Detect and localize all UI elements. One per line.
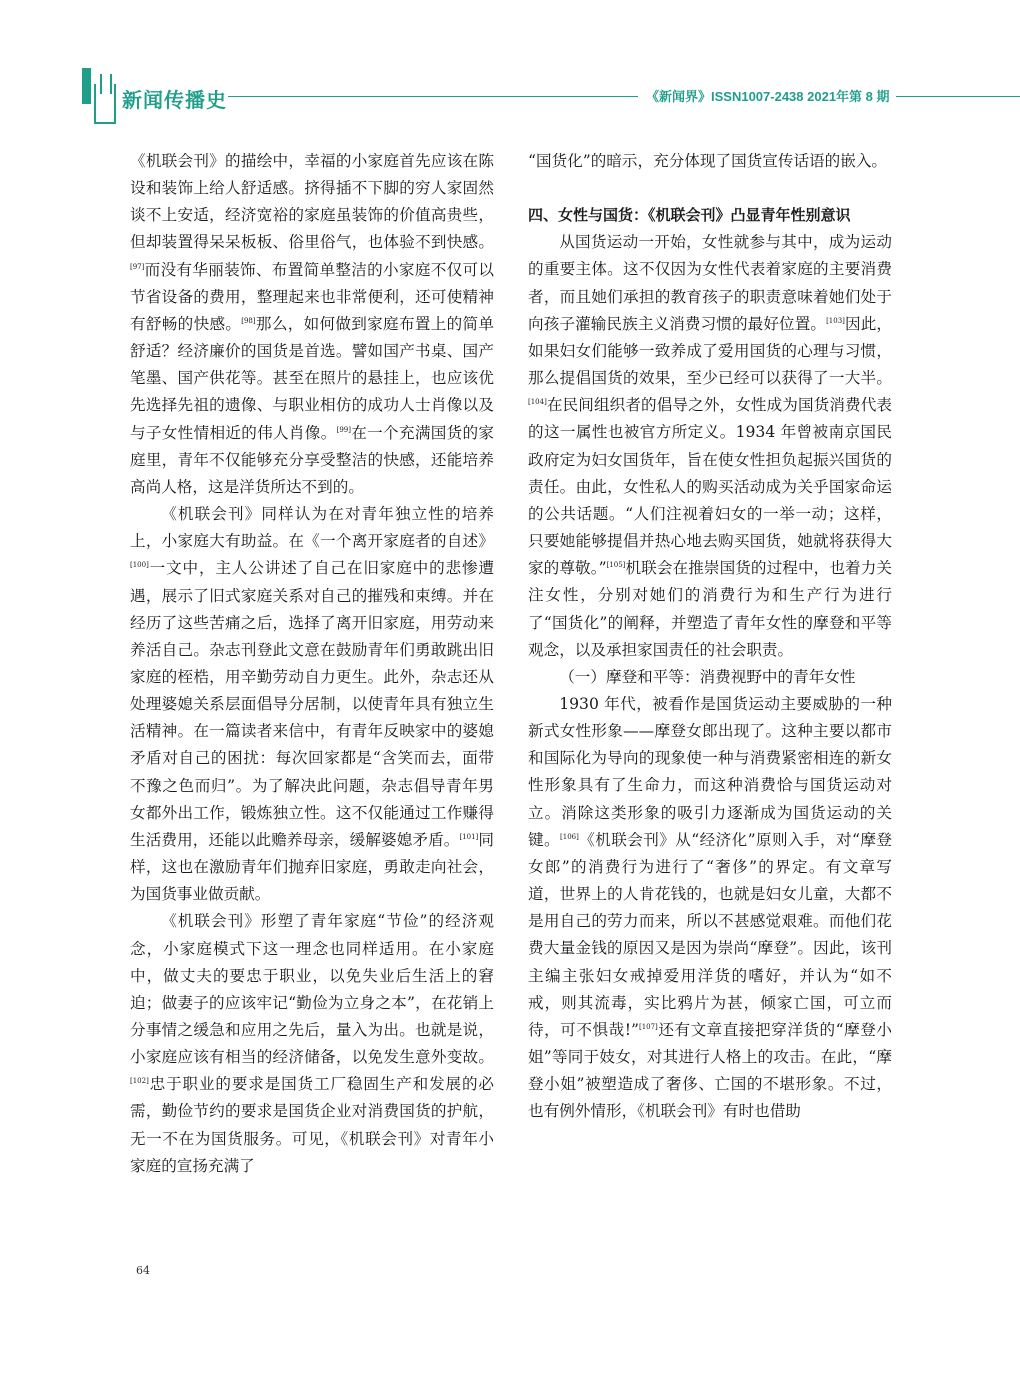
paragraph: 1930 年代，被看作是国货运动主要威胁的一种新式女性形象——摩登女郎出现了。这种主要以都市和国际化为导向的现象使一种与消费紧密相连的新女性形象具有了生命力，而这种消费恰与国货运动对立。消除这类形象的吸引力逐渐成为国货运动的关键。[106]《机联会刊》从“经济化”原则入手，对“摩登女郎”的消费行为进行了“奢侈”的界定。有文章写道，世界上的人肯花钱的，也就是妇女儿童，大都不是用自己的劳力而来，所以不甚感觉艰难。而他们花费大量金钱的原因又是因为崇尚“摩登”。因此，该刊主编主张妇女戒掉爱用洋货的嗜好，并认为“如不戒，则其流毒，实比鸦片为甚，倾家亡国，可立而待，可不惧哉!”[107]还有文章直接把穿洋货的“摩登小姐”等同于妓女，对其进行人格上的攻击。在此，“摩登小姐”被塑造成了奢侈、亡国的不堪形象。不过，也有例外情形，《机联会刊》有时也借助 [528,694,892,1121]
section-heading: 四、女性与国货：《机联会刊》凸显青年性别意识 [528,206,851,225]
citation-ref: [103] [826,316,845,325]
journal-citation: 《新闻界》ISSN1007-2438 2021年第 8 期 [646,89,890,104]
paragraph: 从国货运动一开始，女性就参与其中，成为运动的重要主体。这不仅因为女性代表着家庭的主要消费者，而且她们承担的教育孩子的职责意味着她们处于向孩子灌输民族主义消费习惯的最好位置。[103]因此，如果妇女们能够一致养成了爱用国货的心理与习惯，那么提倡国货的效果，至少已经可以获得了一大半。[104]在民间组织者的倡导之外，女性成为国货消费代表的这一属性也被官方所定义。1934 年曾被南京国民政府定为妇女国货年，旨在使女性担负起振兴国货的责任。由此，女性私人的购买活动成为关乎国家命运的公共话题。“人们注视着妇女的一举一动；这样，只要她能够提倡并热心地去购买国货，她就将获得大家的尊敬。”[105]机联会在推崇国货的过程中，也着力关注女性，分别对她们的消费行为和生产行为进行了“国货化”的阐释，并塑造了青年女性的摩登和平等观念，以及承担家国责任的社会职责。 [528,233,892,659]
page-header [0,62,1020,132]
paragraph: 《机联会刊》形塑了青年家庭“节俭”的经济观念，小家庭模式下这一理念也同样适用。在小家庭中，做丈夫的要忠于职业，以免失业后生活上的窘迫；做妻子的应该牢记“勤俭为立身之本”，在花销上分事情之缓急和应用之先后，量入为出。也就是说，小家庭应该有相当的经济储备，以免发生意外变故。[102]忠于职业的要求是国货工厂稳固生产和发展的必需，勤俭节约的要求是国货企业对消费国货的护航，无一不在为国货服务。可见，《机联会刊》对青年小家庭的宣扬充满了 [130,912,494,1175]
citation-ref: [97] [130,262,145,271]
citation-ref: [106] [560,832,579,841]
citation-ref: [104] [528,398,547,407]
page-number: 64 [136,1264,150,1277]
citation-ref: [102] [130,1077,149,1086]
subsection-heading: （一）摩登和平等：消费视野中的青年女性 [559,667,856,686]
section-title: 新闻传播史 [122,88,227,112]
paragraph: 《机联会刊》同样认为在对青年独立性的培养上，小家庭大有助益。在《一个离开家庭者的自述》[100]一文中，主人公讲述了自己在旧家庭中的悲惨遭遇，展示了旧式家庭关系对自己的摧残和束缚。并在经历了这些苦痛之后，选择了离开旧家庭，用劳动来养活自己。杂志刊登此文意在鼓励青年们勇敢跳出旧家庭的桎梏，用辛勤劳动自力更生。此外，杂志还从处理婆媳关系层面倡导分居制，以使青年具有独立生活精神。在一篇读者来信中，有青年反映家中的婆媳矛盾对自己的困扰：每次回家都是“含笑而去，面带不豫之色而归”。为了解决此问题，杂志倡导青年男女都外出工作，锻炼独立性。这不仅能通过工作赚得生活费用，还能以此赡养母亲，缓解婆媳矛盾。[101]同样，这也在激励青年们抛弃旧家庭，勇敢走向社会，为国货事业做贡献。 [130,505,494,904]
header-rule-left [228,96,638,97]
left-column [130,148,494,1180]
citation-ref: [107] [638,1022,658,1031]
header-rule-right [896,96,1020,97]
citation-ref: [100] [130,561,149,570]
citation-ref: [98] [241,316,256,325]
paragraph: “国货化”的暗示，充分体现了国货宣传话语的嵌入。 [528,152,888,170]
citation-ref: [99] [336,425,351,434]
citation-ref: [105] [606,561,626,569]
paragraph: 《机联会刊》的描绘中，幸福的小家庭首先应该在陈设和装饰上给人舒适感。挤得插不下脚的穷人家固然谈不上安适，经济宽裕的家庭虽装饰的价值高贵些，但却装置得呆呆板板、俗里俗气，也体验不到快感。[97]而没有华丽装饰、布置简单整洁的小家庭不仅可以节省设备的费用，整理起来也非常便利，还可使精神有舒畅的快感。[98]那么，如何做到家庭布置上的简单舒适？经济廉价的国货是首选。譬如国产书桌、国产笔墨、国产供花等。甚至在照片的悬挂上，也应该优先选择先祖的遗像、与职业相仿的成功人士肖像以及与子女性情相近的伟人肖像。[99]在一个充满国货的家庭里，青年不仅能够充分享受整洁的快感，还能培养高尚人格，这是洋货所达不到的。 [130,152,494,496]
journal-logo-icon [82,62,118,122]
right-column [528,148,892,1125]
citation-ref: [101] [459,832,479,841]
